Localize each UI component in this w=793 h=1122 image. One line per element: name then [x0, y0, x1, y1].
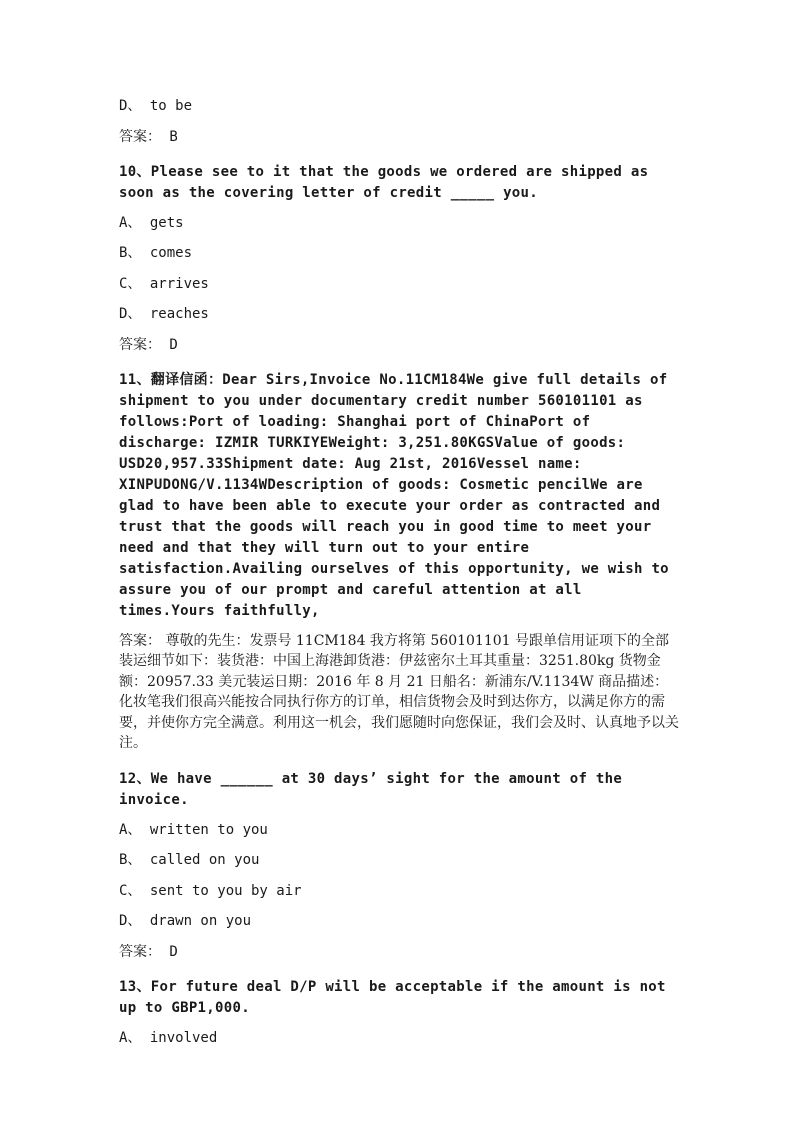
q9-answer: 答案： B: [119, 128, 178, 145]
q9-option-d: D、 to be: [119, 98, 193, 114]
q11-letter-text: Dear Sirs,Invoice No.11CM184We give full details of shipment to you under documentary credit number 560101101 as follows:Port of loading: Shanghai port of ChinaPort of discharge: IZMIR TURKIYEWeight: 3,251.80KGSValue of goods: USD20,957.33Shipment date: Aug 21st, 2016Vessel name: XINPUDONG/V.1134WDescription of goods: Cosmetic pencilWe are glad to have been able to execute your order as contracted and trust that the goods will reach you in good time to meet your need and that they will turn out to your entire satisfaction.Availing ourselves of this opportunity, we wish to assure you of our prompt and careful attention at all times.Yours faithfully,: [119, 371, 669, 619]
q10-option-d: D、 reaches: [119, 306, 209, 322]
q13-option-a: A、 involved: [119, 1029, 218, 1046]
q10-answer: 答案： D: [119, 336, 178, 353]
q11-question: [119, 370, 679, 622]
q12-answer: 答案： D: [119, 943, 178, 960]
q11-answer: 答案： 尊敬的先生：发票号 11CM184 我方将第 560101101 号跟单信用证项下的全部装运细节如下：装货港：中国上海港卸货港：伊兹密尔土耳其重量：3251.80kg 货物金额：20957.33 美元装运日期：2016 年 8 月 21 日船名：新浦东/V.1134W 商品描述：化妆笔我们很高兴能按合同执行你方的订单，相信货物会及时到达你方，以满足你方的需要，并使你方完全满意。利用这一机会，我们愿随时向您保证，我们会及时、认真地予以关注。: [119, 632, 679, 751]
q10-question: 10、Please see to it that the goods we ordered are shipped as soon as the covering letter of credit _____ you.: [119, 163, 649, 201]
q12-option-d: D、 drawn on you: [119, 913, 252, 929]
q13-question: 13、For future deal D/P will be acceptable if the amount is not up to GBP1,000.: [119, 978, 666, 1016]
q12-option-a: A、 written to you: [119, 821, 268, 838]
q10-option-a: A、 gets: [119, 214, 184, 231]
document-content: [119, 96, 679, 1058]
q12-question: 12、We have ______ at 30 days’ sight for the amount of the invoice.: [119, 770, 623, 808]
q11-number: 11、: [119, 371, 151, 388]
q11-title: 翻译信函：: [150, 371, 223, 388]
q10-option-c: C、 arrives: [119, 275, 209, 292]
q10-option-b: B、 comes: [119, 245, 193, 261]
q12-option-b: B、 called on you: [119, 852, 260, 868]
q12-option-c: C、 sent to you by air: [119, 882, 302, 899]
